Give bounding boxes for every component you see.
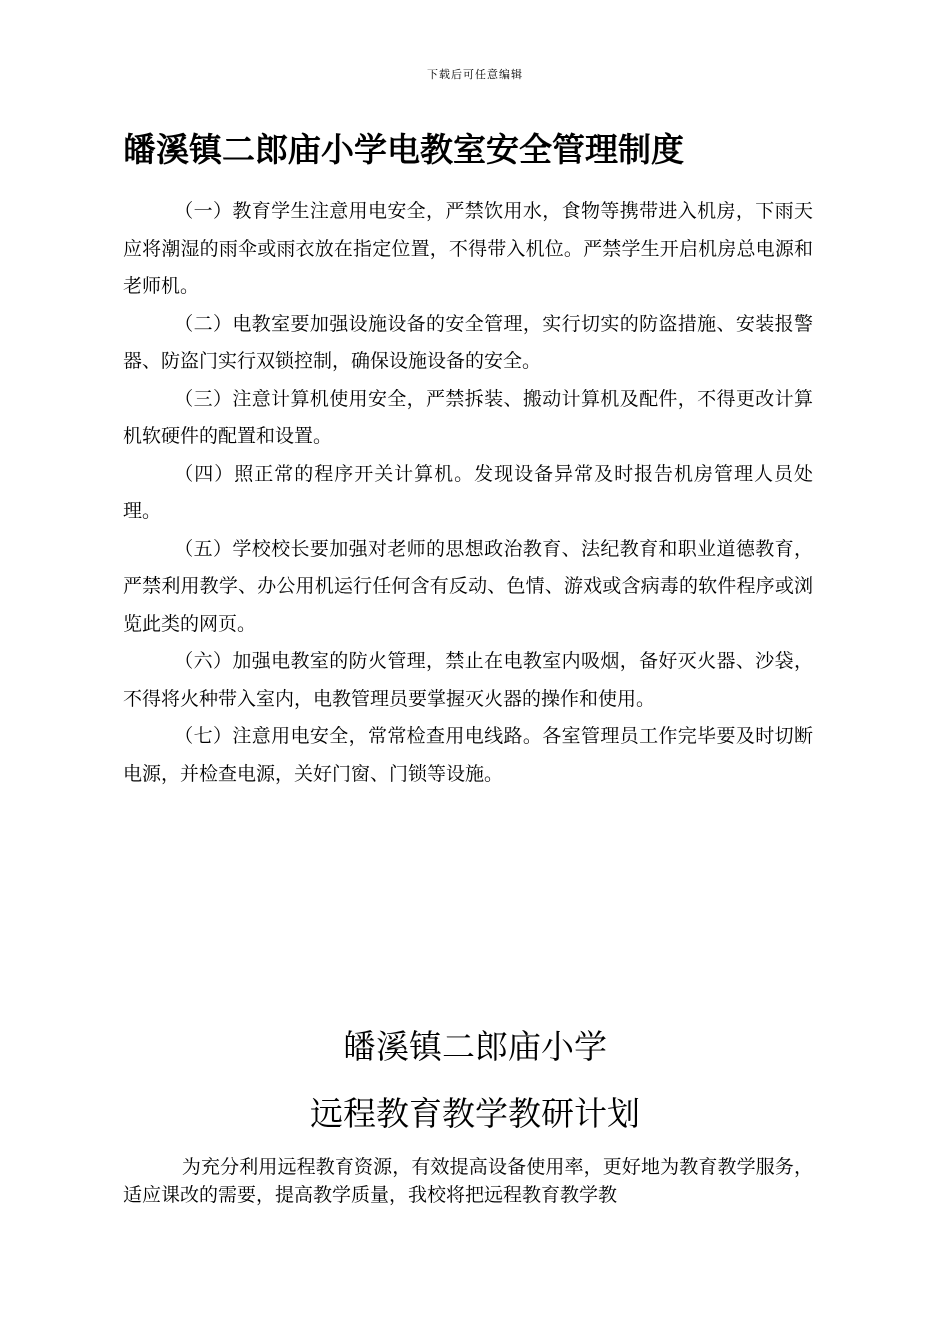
plan-title-heading: 远程教育教学教研计划 xyxy=(310,1094,640,1133)
regulation-item-5: （五）学校校长要加强对老师的思想政治教育、法纪教育和职业道德教育，严禁利用教学、办公用机运行任何含有反动、色情、游戏或含病毒的软件程序或浏览此类的网页。 xyxy=(123,537,813,635)
regulation-item-3: （三）注意计算机使用安全，严禁拆装、搬动计算机及配件，不得更改计算机软硬件的配置和设置。 xyxy=(123,387,813,447)
page-header-note: 下载后可任意编辑 xyxy=(427,68,523,81)
document-title: 皤溪镇二郎庙小学电教室安全管理制度 xyxy=(123,130,684,169)
plan-body xyxy=(123,1153,813,1209)
regulation-item-4: （四）照正常的程序开关计算机。发现设备异常及时报告机房管理人员处理。 xyxy=(123,462,813,522)
regulation-item-7: （七）注意用电安全，常常检查用电线路。各室管理员工作完毕要及时切断电源，并检查电源，关好门窗、门锁等设施。 xyxy=(123,725,813,785)
regulation-item-2: （二）电教室要加强设施设备的安全管理，实行切实的防盗措施、安装报警器、防盗门实行双锁控制，确保设施设备的安全。 xyxy=(123,312,813,372)
plan-intro-paragraph: 为充分利用远程教育资源，有效提高设备使用率，更好地为教育教学服务，适应课改的需要，提高教学质量，我校将把远程教育教学教 xyxy=(123,1156,813,1206)
regulation-item-1: （一）教育学生注意用电安全，严禁饮用水，食物等携带进入机房，下雨天应将潮湿的雨伞或雨衣放在指定位置，不得带入机位。严禁学生开启机房总电源和老师机。 xyxy=(123,200,813,297)
school-name-heading: 皤溪镇二郎庙小学 xyxy=(343,1027,607,1066)
regulation-item-6: （六）加强电教室的防火管理，禁止在电教室内吸烟，备好灭火器、沙袋，不得将火种带入室内，电教管理员要掌握灭火器的操作和使用。 xyxy=(123,650,813,710)
regulation-list xyxy=(123,193,813,793)
